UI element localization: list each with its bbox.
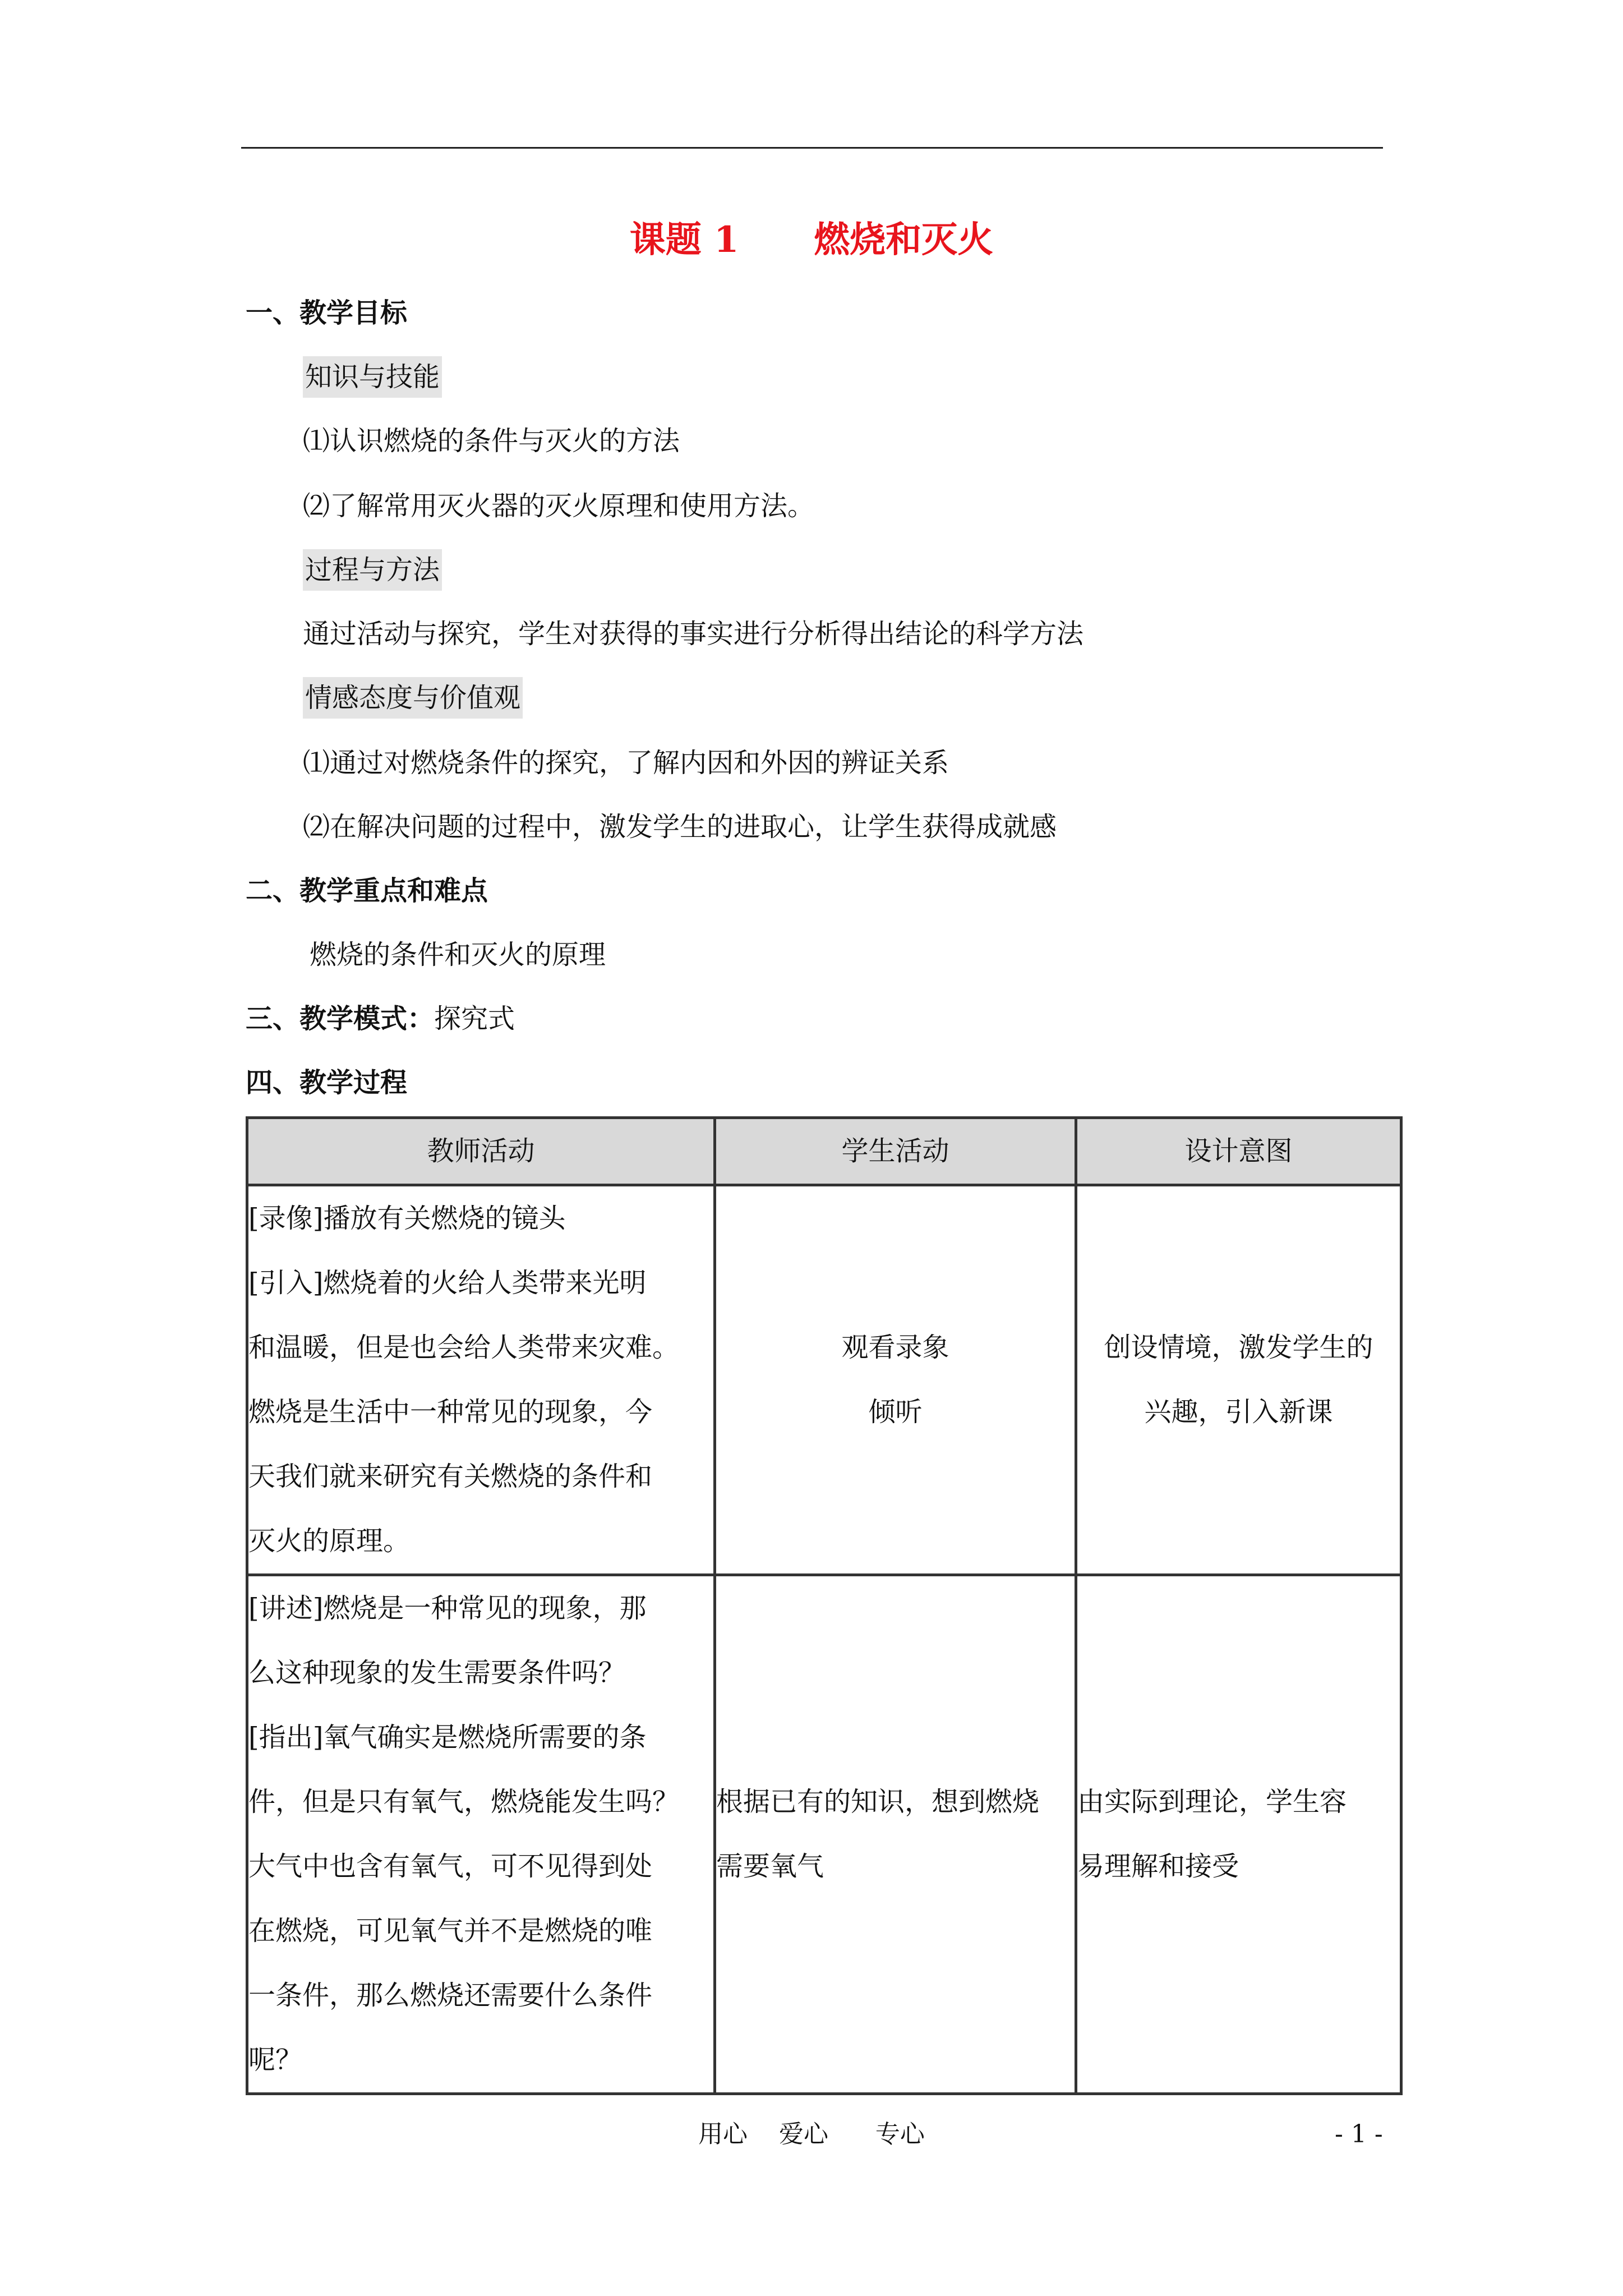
attitude-item-2: ⑵在解决问题的过程中，激发学生的进取心，让学生获得成就感 (303, 811, 1057, 843)
student-line: 倾听 (868, 1396, 923, 1428)
process-label (303, 547, 442, 592)
design-intent-cell (1076, 1575, 1401, 2094)
attitude-label-text: 情感态度与价值观 (303, 677, 523, 719)
section-heading-process: 四、教学过程 (246, 1067, 408, 1098)
teacher-activity-cell (247, 1185, 715, 1575)
student-line: 根据已有的知识，想到燃烧 (716, 1786, 1040, 1818)
design-line: 易理解和接受 (1077, 1851, 1239, 1882)
key-points-text: 燃烧的条件和灭火的原理 (310, 939, 606, 970)
design-line: 由实际到理论，学生容 (1077, 1786, 1347, 1818)
teacher-line: [引入]燃烧着的火给人类带来光明 (248, 1267, 647, 1299)
page-title: 课题 1 燃烧和灭火 (629, 219, 994, 261)
student-activity-cell (715, 1575, 1076, 2094)
student-activity-cell (715, 1185, 1076, 1575)
process-label-text: 过程与方法 (303, 549, 442, 591)
student-line: 观看录象 (841, 1332, 949, 1363)
table-header-student: 学生活动 (715, 1118, 1076, 1185)
attitude-label (303, 675, 523, 720)
footer-motto: 用心 爱心 专心 (698, 2120, 925, 2148)
section-heading-mode: 三、教学模式： (246, 1003, 435, 1034)
section-heading-goals: 一、教学目标 (246, 297, 408, 329)
teacher-line: 件，但是只有氧气，燃烧能发生吗？ (248, 1786, 680, 1818)
teacher-line: [录像]播放有关燃烧的镜头 (248, 1203, 566, 1234)
teacher-line: [指出]氧气确实是燃烧所需要的条 (248, 1722, 647, 1753)
table-header-row (247, 1118, 1401, 1185)
table-header-design: 设计意图 (1076, 1118, 1401, 1185)
design-line: 创设情境，激发学生的 (1104, 1332, 1373, 1363)
teaching-process-table (246, 1116, 1403, 2095)
knowledge-label-text: 知识与技能 (303, 356, 442, 398)
teacher-line: 么这种现象的发生需要条件吗？ (248, 1657, 626, 1688)
table-row (247, 1575, 1401, 2094)
teacher-line: 和温暖，但是也会给人类带来灾难。 (248, 1332, 680, 1363)
attitude-item-1: ⑴通过对燃烧条件的探究，了解内因和外因的辨证关系 (303, 747, 949, 779)
knowledge-label (303, 355, 442, 399)
table-row (247, 1185, 1401, 1575)
teacher-line: 燃烧是生活中一种常见的现象，今 (248, 1396, 653, 1428)
knowledge-item-2: ⑵了解常用灭火器的灭火原理和使用方法。 (303, 490, 815, 522)
teacher-line: 在燃烧，可见氧气并不是燃烧的唯 (248, 1915, 653, 1947)
table-header-teacher: 教师活动 (247, 1118, 715, 1185)
mode-value: 探究式 (434, 1003, 515, 1034)
teacher-line: 天我们就来研究有关燃烧的条件和 (248, 1461, 653, 1492)
header-rule (241, 147, 1383, 149)
section-mode (246, 996, 515, 1041)
student-line: 需要氧气 (716, 1851, 824, 1882)
teacher-line: 大气中也含有氧气，可不见得到处 (248, 1851, 653, 1882)
knowledge-item-1: ⑴认识燃烧的条件与灭火的方法 (303, 425, 680, 457)
teacher-activity-cell (247, 1575, 715, 2094)
design-line: 兴趣，引入新课 (1144, 1396, 1333, 1428)
section-heading-key-points: 二、教学重点和难点 (246, 875, 488, 907)
design-intent-cell (1076, 1185, 1401, 1575)
page-number: - 1 - (1335, 2120, 1383, 2148)
teacher-line: 灭火的原理。 (248, 1525, 411, 1557)
teacher-line: 一条件，那么燃烧还需要什么条件 (248, 1980, 653, 2011)
teacher-line: 呢？ (248, 2044, 303, 2076)
teacher-line: [讲述]燃烧是一种常见的现象，那 (248, 1593, 647, 1624)
process-text: 通过活动与探究，学生对获得的事实进行分析得出结论的科学方法 (303, 618, 1084, 650)
